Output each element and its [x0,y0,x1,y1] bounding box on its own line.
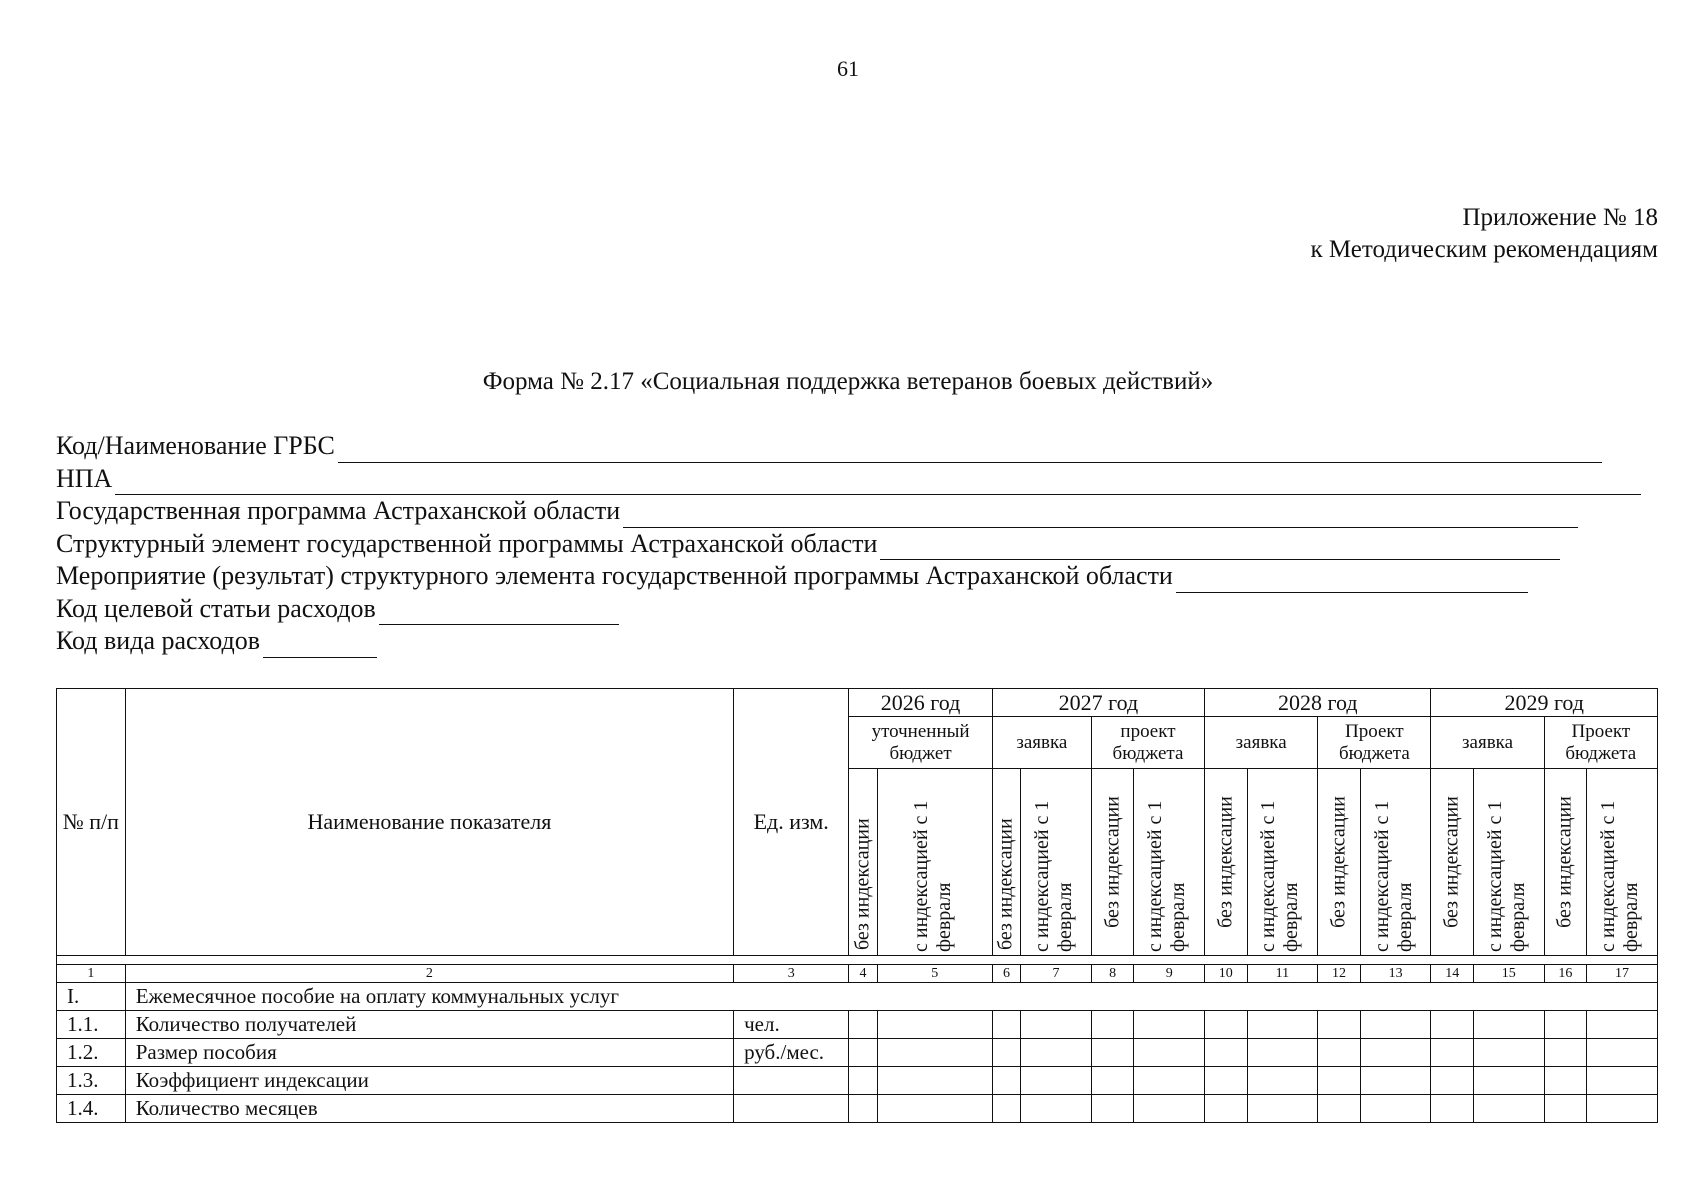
header-no-index: без индексации [1431,769,1473,956]
header-with-index: с индексацией с 1 февраля [1134,769,1205,956]
value-cell[interactable] [1431,1039,1473,1067]
table-row [57,1095,1658,1123]
column-number: 10 [1205,965,1247,983]
value-cell[interactable] [1205,1095,1247,1123]
field-label: Мероприятие (результат) структурного элемента государственной программы Астраханской области [56,561,1173,590]
field-npa [56,463,1656,496]
value-cell[interactable] [1021,1067,1092,1095]
fill-blank[interactable] [263,633,377,658]
column-number: 11 [1247,965,1318,983]
header-year-2027: 2027 год [992,689,1204,717]
header-with-index: с индексацией с 1 февраля [1360,769,1431,956]
value-cell[interactable] [1587,1011,1658,1039]
value-cell[interactable] [1360,1011,1431,1039]
fill-blank[interactable] [115,470,1641,495]
value-cell[interactable] [1021,1039,1092,1067]
value-cell[interactable] [1318,1067,1360,1095]
value-cell[interactable] [1544,1039,1586,1067]
fill-blank[interactable] [623,503,1578,528]
value-cell[interactable] [1091,1039,1133,1067]
value-cell[interactable] [1473,1039,1544,1067]
column-number: 8 [1091,965,1133,983]
value-cell[interactable] [1091,1011,1133,1039]
header-year-2028: 2028 год [1205,689,1431,717]
column-number: 16 [1544,965,1586,983]
row-unit [734,1095,849,1123]
column-number: 17 [1587,965,1658,983]
value-cell[interactable] [1021,1095,1092,1123]
value-cell[interactable] [1318,1011,1360,1039]
column-number: 12 [1318,965,1360,983]
field-expense-type-code [56,625,1656,658]
row-indicator: Количество получателей [125,1011,733,1039]
value-cell[interactable] [1205,1067,1247,1095]
row-number: 1.4. [57,1095,126,1123]
value-cell[interactable] [1431,1011,1473,1039]
row-number: 1.3. [57,1067,126,1095]
value-cell[interactable] [1431,1067,1473,1095]
header-no-index: без индексации [1544,769,1586,956]
value-cell[interactable] [1544,1067,1586,1095]
page-number: 61 [837,56,859,81]
value-cell[interactable] [1360,1067,1431,1095]
header-project-2028: Проект бюджета [1318,717,1431,769]
value-cell[interactable] [1473,1067,1544,1095]
header-row-years [57,689,1658,717]
value-cell[interactable] [992,1039,1020,1067]
form-title: Форма № 2.17 «Социальная поддержка ветеранов боевых действий» [482,368,1214,395]
form-fields [56,430,1656,658]
section-row [57,983,1658,1011]
section-number: I. [57,983,126,1011]
field-state-program [56,495,1656,528]
column-number: 6 [992,965,1020,983]
table-row [57,1067,1658,1095]
header-spacer [57,956,1658,965]
value-cell[interactable] [1587,1095,1658,1123]
value-cell[interactable] [1247,1095,1318,1123]
value-cell[interactable] [1544,1011,1586,1039]
header-request-2027: заявка [992,717,1091,769]
value-cell[interactable] [992,1067,1020,1095]
header-no-index: без индексации [849,769,877,956]
header-project-2027: проект бюджета [1091,717,1204,769]
value-cell[interactable] [1091,1095,1133,1123]
value-cell[interactable] [1431,1095,1473,1123]
column-number: 2 [125,965,733,983]
field-structural-element [56,528,1656,561]
field-label: Код целевой статьи расходов [56,593,376,623]
header-no-index: без индексации [992,769,1020,956]
row-unit: чел. [734,1011,849,1039]
value-cell[interactable] [992,1011,1020,1039]
header-indicator-name: Наименование показателя [125,689,733,956]
column-number: 13 [1360,965,1431,983]
field-target-article-code [56,593,1656,626]
value-cell[interactable] [1247,1011,1318,1039]
value-cell[interactable] [1134,1011,1205,1039]
row-indicator: Количество месяцев [125,1095,733,1123]
header-refined-budget: уточненный бюджет [849,717,993,769]
column-number: 5 [877,965,992,983]
column-number: 1 [57,965,126,983]
header-no-index: без индексации [1205,769,1247,956]
value-cell[interactable] [1473,1011,1544,1039]
value-cell[interactable] [877,1067,992,1095]
fill-blank[interactable] [1176,568,1528,593]
value-cell[interactable] [849,1011,877,1039]
column-number-row [57,965,1658,983]
value-cell[interactable] [1205,1011,1247,1039]
value-cell[interactable] [1544,1095,1586,1123]
value-cell[interactable] [1247,1039,1318,1067]
value-cell[interactable] [877,1039,992,1067]
row-number: 1.2. [57,1039,126,1067]
fill-blank[interactable] [379,600,619,625]
column-number: 4 [849,965,877,983]
field-label: Код/Наименование ГРБС [56,431,335,460]
header-with-index: с индексацией с 1 февраля [1473,769,1544,956]
field-activity [56,560,1656,593]
row-indicator: Коэффициент индексации [125,1067,733,1095]
header-with-index: с индексацией с 1 февраля [877,769,992,956]
appendix-heading [1310,202,1658,266]
value-cell[interactable] [1134,1095,1205,1123]
header-request-2029: заявка [1431,717,1544,769]
value-cell[interactable] [1473,1095,1544,1123]
header-no-index: без индексации [1318,769,1360,956]
header-with-index: с индексацией с 1 февраля [1247,769,1318,956]
value-cell[interactable] [1318,1039,1360,1067]
header-project-2029: Проект бюджета [1544,717,1657,769]
value-cell[interactable] [877,1095,992,1123]
header-year-2026: 2026 год [849,689,993,717]
appendix-line-2: к Методическим рекомендациям [1310,236,1658,263]
header-no-index: без индексации [1091,769,1133,956]
row-number: 1.1. [57,1011,126,1039]
column-number: 7 [1021,965,1092,983]
section-title: Ежемесячное пособие на оплату коммунальных услуг [125,983,1657,1011]
column-number: 14 [1431,965,1473,983]
field-label: Государственная программа Астраханской области [56,496,621,525]
value-cell[interactable] [877,1011,992,1039]
column-number: 15 [1473,965,1544,983]
field-label: НПА [56,463,113,493]
value-cell[interactable] [1021,1011,1092,1039]
value-cell[interactable] [1587,1067,1658,1095]
row-unit: руб./мес. [734,1039,849,1067]
table-row [57,1011,1658,1039]
column-number: 3 [734,965,849,983]
appendix-line-1: Приложение № 18 [1462,204,1658,231]
value-cell[interactable] [1091,1067,1133,1095]
value-cell[interactable] [1205,1039,1247,1067]
value-cell[interactable] [1318,1095,1360,1123]
row-unit [734,1067,849,1095]
value-cell[interactable] [992,1095,1020,1123]
fill-blank[interactable] [338,438,1602,463]
value-cell[interactable] [1247,1067,1318,1095]
fill-blank[interactable] [880,535,1560,560]
value-cell[interactable] [1360,1039,1431,1067]
header-unit: Ед. изм. [734,689,849,956]
field-label: Код вида расходов [56,626,260,655]
value-cell[interactable] [1587,1039,1658,1067]
value-cell[interactable] [1134,1039,1205,1067]
row-indicator: Размер пособия [125,1039,733,1067]
table-row [57,1039,1658,1067]
header-year-2029: 2029 год [1431,689,1658,717]
header-no: № п/п [57,689,126,956]
column-number: 9 [1134,965,1205,983]
header-with-index: с индексацией с 1 февраля [1021,769,1092,956]
value-cell[interactable] [1360,1095,1431,1123]
value-cell[interactable] [849,1095,877,1123]
header-request-2028: заявка [1205,717,1318,769]
indicator-table [56,688,1658,1123]
header-with-index: с индексацией с 1 февраля [1587,769,1658,956]
value-cell[interactable] [849,1067,877,1095]
value-cell[interactable] [1134,1067,1205,1095]
field-grbs [56,430,1656,463]
field-label: Структурный элемент государственной программы Астраханской области [56,528,878,558]
value-cell[interactable] [849,1039,877,1067]
